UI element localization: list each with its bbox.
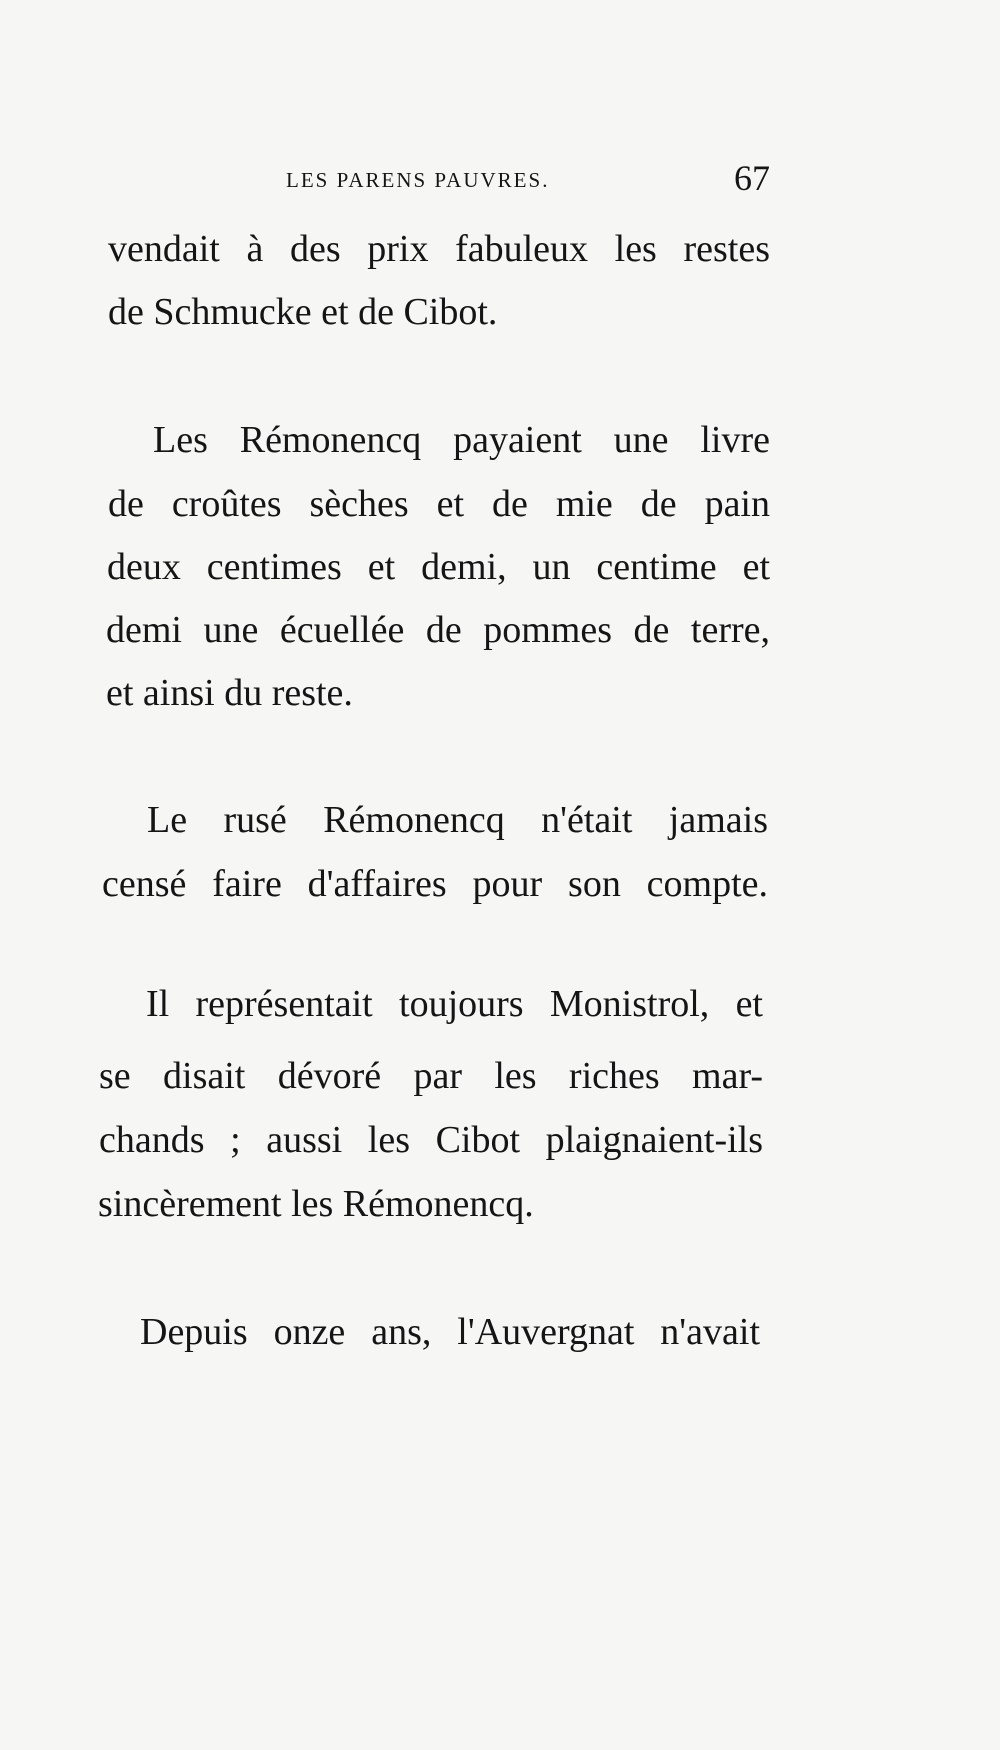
text-line: Depuis onze ans, l'Auvergnat n'avait <box>140 1311 760 1353</box>
text-line: Le rusé Rémonencq n'était jamais <box>147 799 768 841</box>
page-header <box>0 160 1000 200</box>
text-line: censé faire d'affaires pour son compte. <box>102 863 768 905</box>
running-title: LES PARENS PAUVRES. <box>286 168 550 192</box>
text-line: vendait à des prix fabuleux les restes <box>108 228 770 270</box>
text-line: chands ; aussi les Cibot plaignaient-ils <box>99 1119 763 1161</box>
text-line: se disait dévoré par les riches mar- <box>99 1055 763 1097</box>
text-line: Il représentait toujours Monistrol, et <box>146 983 763 1025</box>
text-line: demi une écuellée de pommes de terre, <box>106 609 770 651</box>
text-line: de croûtes sèches et de mie de pain <box>108 483 770 525</box>
text-line: sincèrement les Rémonencq. <box>98 1183 534 1225</box>
page-number: 67 <box>734 158 770 198</box>
text-line: et ainsi du reste. <box>106 672 353 714</box>
text-line: de Schmucke et de Cibot. <box>108 291 498 333</box>
text-line: Les Rémonencq payaient une livre <box>153 419 770 461</box>
text-line: deux centimes et demi, un centime et <box>107 546 770 588</box>
